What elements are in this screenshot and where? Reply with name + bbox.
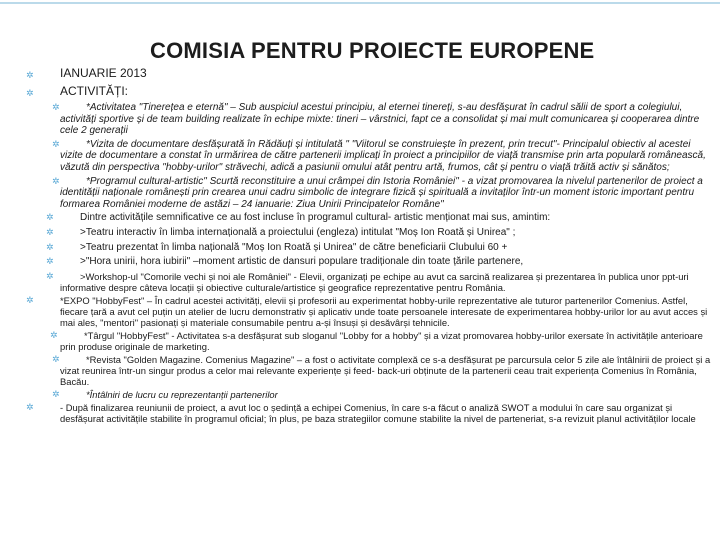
list-item: ✲ IANUARIE 2013 <box>22 66 712 81</box>
star-bullet-icon: ✲ <box>46 256 54 267</box>
list-item: ✲ *Activitatea "Tinerețea e eternă" – Sub auspiciul acestui principiu, al eternei tinereți, s-au desfășurat în cadrul sălii de sport a colegiului, activități sportive și de team building realizate în echipe mixte: tineri – vârstnici, fapt ce a consolidat și mai mult comunicarea și cooperarea dintre cele 2 generații <box>22 102 712 137</box>
star-bullet-icon: ✲ <box>46 241 54 252</box>
star-bullet-icon: ✲ <box>52 353 60 364</box>
list-item: ✲ *Întâlniri de lucru cu reprezentanții partenerilor <box>22 389 712 400</box>
star-bullet-icon: ✲ <box>52 388 60 399</box>
list-item: ✲ >Teatru prezentat în limba națională "Moș Ion Roată și Unirea" de către beneficiarii Clubului 60 + <box>22 242 712 254</box>
star-bullet-icon: ✲ <box>50 329 58 340</box>
page-title: COMISIA PENTRU PROIECTE EUROPENE <box>150 38 595 63</box>
star-bullet-icon: ✲ <box>26 294 34 305</box>
list-item: ✲ *Revista "Golden Magazine. Comenius Magazine" – a fost o activitate complexă ce s-a desfășurat pe parcursula celor 5 zile ale întâlnirii de proiect și a vizat reunirea într-un singur produs a celor mai relevante experiențe și feed- back-uri obținute de la partenerii ceau trait experiența Comenius în România, Bacău. <box>22 354 712 387</box>
top-decoration-line <box>0 2 720 4</box>
star-bullet-icon: ✲ <box>52 175 60 186</box>
list-item: ✲ >Workshop-ul "Comorile vechi și noi ale României" - Elevii, organizați pe echipe au avut ca sarcină realizarea și prezentarea în publica unor ppt-uri informative despre câteva locații și obiective culturale/artistice și geografice reprezentative pentru România. <box>22 271 712 293</box>
list-item: ✲ >Teatru interactiv în limba internațională a proiectului (engleza) intitulat "Moș Ion Roată și Unirea" ; <box>22 227 712 239</box>
list-item: ✲ ACTIVITĂȚI: <box>22 84 712 99</box>
list-item: ✲ - După finalizarea reuniunii de proiect, a avut loc o ședință a echipei Comenius, în care s-a făcut o analiză SWOT a modului în care sau organizat și desfășurat activitățile stabilite în programul oficial; în plus, pe baza strategiilor comune stabilite la nivel de parteneriat, s-a revizuit planul activităților locale <box>26 401 696 424</box>
star-bullet-icon: ✲ <box>52 102 60 112</box>
list-item: ✲ Dintre activitățile semnificative ce au fost incluse în programul cultural- artistic menționat mai sus, amintim: <box>22 212 712 224</box>
activity-list <box>22 66 712 424</box>
list-item: ✲ *Târgul "HobbyFest" - Activitatea s-a desfășurat sub sloganul "Lobby for a hobby" și a vizat promovarea hobby-urilor exersate în activitățile anterioare prin produse originale de marketing. <box>22 330 712 352</box>
star-bullet-icon: ✲ <box>46 226 54 237</box>
list-item: ✲ *Vizita de documentare desfășurată în Rădăuți și intitulată " "Viitorul se construiește în prezent, prin trecut"- Principalul obiectiv al acestei vizite de documentare a constat în urmărirea de către partenerii implicați în proiect a principiilor de viață transmise prin arta populară românească, văzută din perspectiva "hobby-urilor" străvechi, adică a pasiunii omului atât pentru artă, frumos, cât și pentru o viață trăită activ și sănătos; <box>22 139 712 174</box>
list-item: ✲ >"Hora unirii, hora iubirii" –moment artistic de dansuri populare tradiționale din toate țările partenere, <box>22 256 712 268</box>
star-bullet-icon: ✲ <box>46 270 54 281</box>
list-item: ✲ *EXPO "HobbyFest" – În cadrul acestei activități, elevii și profesorii au experimentat hobby-urile reprezentative ale tuturor partenerilor Comenius. Astfel, fiecare țară a avut cel puțin un atelier de lucru demonstrativ și aplicativ unde toate persoanele interesate de experimentarea hobby-urilor lor au avut acces și mai ales, "mentori" pasionați și materiale consumabile pentru a-și însuși și desăvârși tehnicile. <box>26 294 708 328</box>
star-bullet-icon: ✲ <box>26 401 34 412</box>
star-bullet-icon: ✲ <box>52 138 60 149</box>
list-item: ✲ *Programul cultural-artistic" Scurtă reconstituire a unui crâmpei din Istoria României" - a vizat promovarea la nivelul partenerilor de proiect a identității naționale românești prin crearea unui cadru simbolic de integrare fizică și spirituală a invitaților într-un moment istoric important pentru formarea României moderne de astăzi – 24 ianuarie: Ziua Unirii Principatelor Române" <box>22 176 712 211</box>
star-bullet-icon: ✲ <box>26 88 34 98</box>
star-bullet-icon: ✲ <box>46 212 54 223</box>
star-bullet-icon: ✲ <box>26 70 34 80</box>
